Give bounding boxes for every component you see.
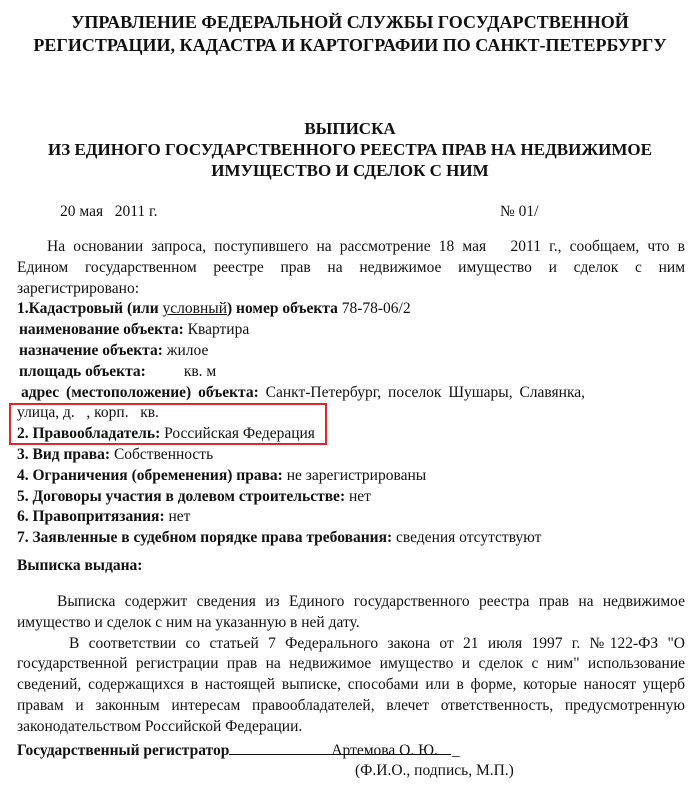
title-line-1: ВЫПИСКА [304,119,396,138]
header-line-2: РЕГИСТРАЦИИ, КАДАСТРА И КАРТОГРАФИИ ПО САНКТ-ПЕТЕРБУРГУ [33,35,667,55]
object-purpose-label: назначение объекта: [19,341,163,359]
right-holder-value: Российская Федерация [164,425,315,443]
cadastral-label-underlined: условный [162,300,227,318]
object-address-row-2: улица, д. , корп. кв. [17,404,159,422]
signature-row [17,740,460,760]
intro-paragraph [17,237,685,549]
law-line-3: сведений, содержащихся в настоящей выписке, способами или в форме, которые наносят ущерб [17,676,685,694]
contracts-value: нет [348,487,371,505]
right-type-value: Собственность [113,445,214,463]
registrar-label: Государственный регистратор [17,742,230,759]
object-area-row [17,362,685,383]
info-line-1: Выписка содержит сведения из Единого государственного реестра прав на недвижимое [57,593,685,610]
claims-label: 6. Правопритязания: [17,508,165,526]
object-area-label: площадь объекта: [19,362,146,380]
contracts-row [17,487,685,508]
right-type-label: 3. Вид права: [17,445,111,463]
document-number: № 01/ [500,203,539,220]
cadastral-label: 1.Кадастровый (или [17,300,163,318]
object-purpose-row [17,341,685,362]
title-line-2: ИЗ ЕДИНОГО ГОСУДАРСТВЕННОГО РЕЕСТРА ПРАВ НА НЕДВИЖИМОЕ [48,140,652,159]
cadastral-value: 78-78-06/2 [341,300,411,318]
law-line-2: государственной регистрации прав на недвижимое имущество и сделок с ним" использование [17,655,685,673]
court-claims-row [17,528,685,549]
header-line-1: УПРАВЛЕНИЕ ФЕДЕРАЛЬНОЙ СЛУЖБЫ ГОСУДАРСТВЕННОЙ [71,12,629,32]
claims-value: нет [168,508,191,526]
issued-to-label: Выписка выдана: [17,557,143,574]
object-name-row [17,320,685,341]
object-address-value: Санкт-Петербург, поселок Шушары, Славянка, [265,383,585,401]
object-name-value: Квартира [187,321,250,339]
signature-suffix: _ [451,742,460,759]
intro-line-1: На основании запроса, поступившего на рассмотрение 18 мая 2011 г., сообщаем, что в [47,238,685,255]
object-name-label: наименование объекта: [19,321,184,339]
highlight-box [9,403,327,445]
signature-caption: (Ф.И.О., подпись, М.П.) [355,762,514,779]
intro-line-2: Едином государственном реестре прав на недвижимое имущество и сделок с ним [17,258,685,276]
law-line-4: правам и законным интересам правообладателей, влечет ответственность, предусмотренную [17,696,685,714]
contracts-label: 5. Договоры участия в долевом строительстве: [17,487,346,505]
object-purpose-value: жилое [166,341,209,359]
court-claims-value: сведения отсутствуют [396,529,542,547]
cadastral-label-end: ) номер объекта [226,300,338,318]
object-address-row [17,383,685,404]
court-claims-label: 7. Заявленные в судебном порядке права требования: [17,529,393,547]
cadastral-number-row [17,299,685,320]
document-date: 20 мая 2011 г. [60,203,158,220]
registrar-name: Артемова О. Ю. [331,742,438,759]
claims-row [17,507,685,528]
right-type-row [17,445,685,466]
info-paragraph [17,592,685,738]
info-line-2: имущество и сделок с ним на указанную в ней дату. [17,613,360,631]
law-line-5: законодательством Российской Федерации. [17,717,303,735]
intro-line-3: зарегистрировано: [17,279,140,297]
title-line-3: ИМУЩЕСТВО И СДЕЛОК С НИМ [211,161,489,180]
encumbrance-label: 4. Ограничения (обременения) права: [17,466,283,484]
encumbrance-row [17,466,685,487]
right-holder-label: 2. Правообладатель: [17,425,161,443]
object-address-label: адрес (местоположение) объекта: [21,383,259,401]
object-area-value: кв. м [183,362,217,380]
encumbrance-value: не зарегистрированы [286,466,427,484]
law-line-1: В соответствии со статьей 7 Федерального закона от 21 июля 1997 г. №122-ФЗ "О [69,634,685,652]
